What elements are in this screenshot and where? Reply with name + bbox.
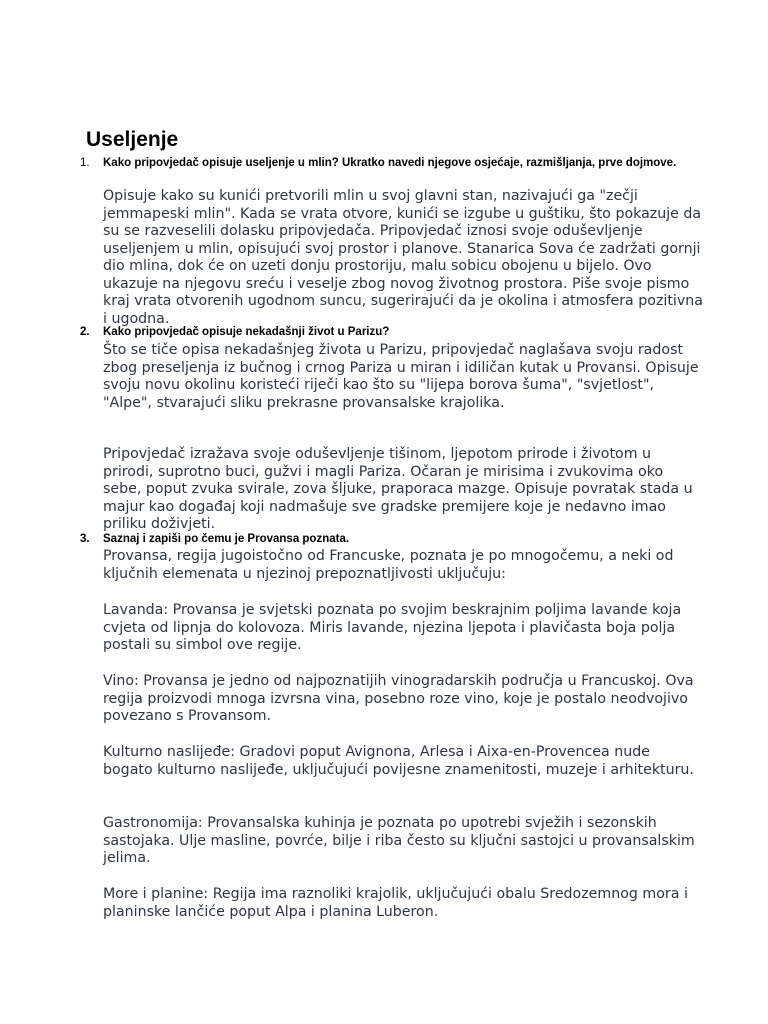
question-number: 2. xyxy=(80,326,90,338)
page-title: Useljenje xyxy=(86,128,179,151)
answer-paragraph: More i planine: Regija ima raznoliki krajolik, uključujući obalu Sredozemnog mora i planinske lančiće poput Alpa i planina Luberon. xyxy=(103,886,688,920)
answer-paragraph: Pripovjedač izražava svoje oduševljenje tišinom, ljepotom prirode i životom u prirodi, suprotno buci, gužvi i magli Pariza. Očaran je mirisima i zvukovima oko sebe, poput zvuka svirale, zova šljuke, praporaca mazge. Opisuje povratak stada u majur kao događaj koji nadmašuje sve gradske premijere koje je nedavno imao priliku doživjeti. xyxy=(103,446,693,532)
question-number: 1. xyxy=(80,157,90,169)
answer-paragraph: Gastronomija: Provansalska kuhinja je poznata po upotrebi svježih i sezonskih sastojaka. Ulje masline, povrće, bilje i riba često su ključni sastojci u provansalskim jelima. xyxy=(103,815,695,866)
answer-paragraph: Provansa, regija jugoistočno od Francuske, poznata je po mnogočemu, a neki od ključnih elemenata u njezinoj prepoznatljivosti uključuju: xyxy=(103,548,674,582)
answer-paragraph: Vino: Provansa je jedno od najpoznatijih vinogradarskih područja u Francuskoj. Ova regija proizvodi mnoga izvrsna vina, posebno roze vino, koje je postalo neodvojivo povezano s Provansom. xyxy=(103,673,694,724)
question-text: Kako pripovjedač opisuje nekadašnji život u Parizu? xyxy=(103,326,390,338)
answer-paragraph: Što se tiče opisa nekadašnjeg života u Parizu, pripovjedač naglašava svoju radost zbog preseljenja iz bučnog i crnog Pariza u miran i idiličan kutak u Provansi. Opisuje svoju novu okolinu koristeći riječi kao što su "lijepa borova šuma", "svjetlost", "Alpe", stvarajući sliku prekrasne provansalske krajolika. xyxy=(103,342,699,411)
answer-paragraph: Lavanda: Provansa je svjetski poznata po svojim beskrajnim poljima lavande koja cvjeta od lipnja do kolovoza. Miris lavande, njezina ljepota i plavičasta boja polja postali su simbol ove regije. xyxy=(103,602,682,653)
answer-paragraph: Opisuje kako su kunići pretvorili mlin u svoj glavni stan, nazivajući ga "zečji jemmapeski mlin". Kada se vrata otvore, kunići se izgube u guštiku, što pokazuje da su se razveselili dolasku pripovjedača. Pripovjedač iznosi svoje oduševljenje useljenjem u mlin, opisujući svoj prostor i planove. Stanarica Sova će zadržati gornji dio mlina, dok će on uzeti donju prostoriju, malu sobicu obojenu u bijelo. Ovo ukazuje na njegovu sreću i veselje zbog novog životnog prostora. Piše svoje pismo kraj vrata otvorenih ugodnom suncu, sugerirajući da je okolina i atmosfera pozitivna i ugodna. xyxy=(103,188,703,327)
question-2 xyxy=(80,324,680,341)
question-1 xyxy=(80,155,680,172)
answer-paragraph: Kulturno naslijeđe: Gradovi poput Avignona, Arlesa i Aixa-en-Provencea nude bogato kulturno naslijeđe, uključujući povijesne znamenitosti, muzeje i arhitekturu. xyxy=(103,744,694,778)
question-number: 3. xyxy=(80,533,90,545)
question-3 xyxy=(80,531,680,548)
question-text: Saznaj i zapiši po čemu je Provansa poznata. xyxy=(103,533,350,545)
question-text: Kako pripovjedač opisuje useljenje u mlin? Ukratko navedi njegove osjećaje, razmišljanja, prve dojmove. xyxy=(103,157,677,169)
